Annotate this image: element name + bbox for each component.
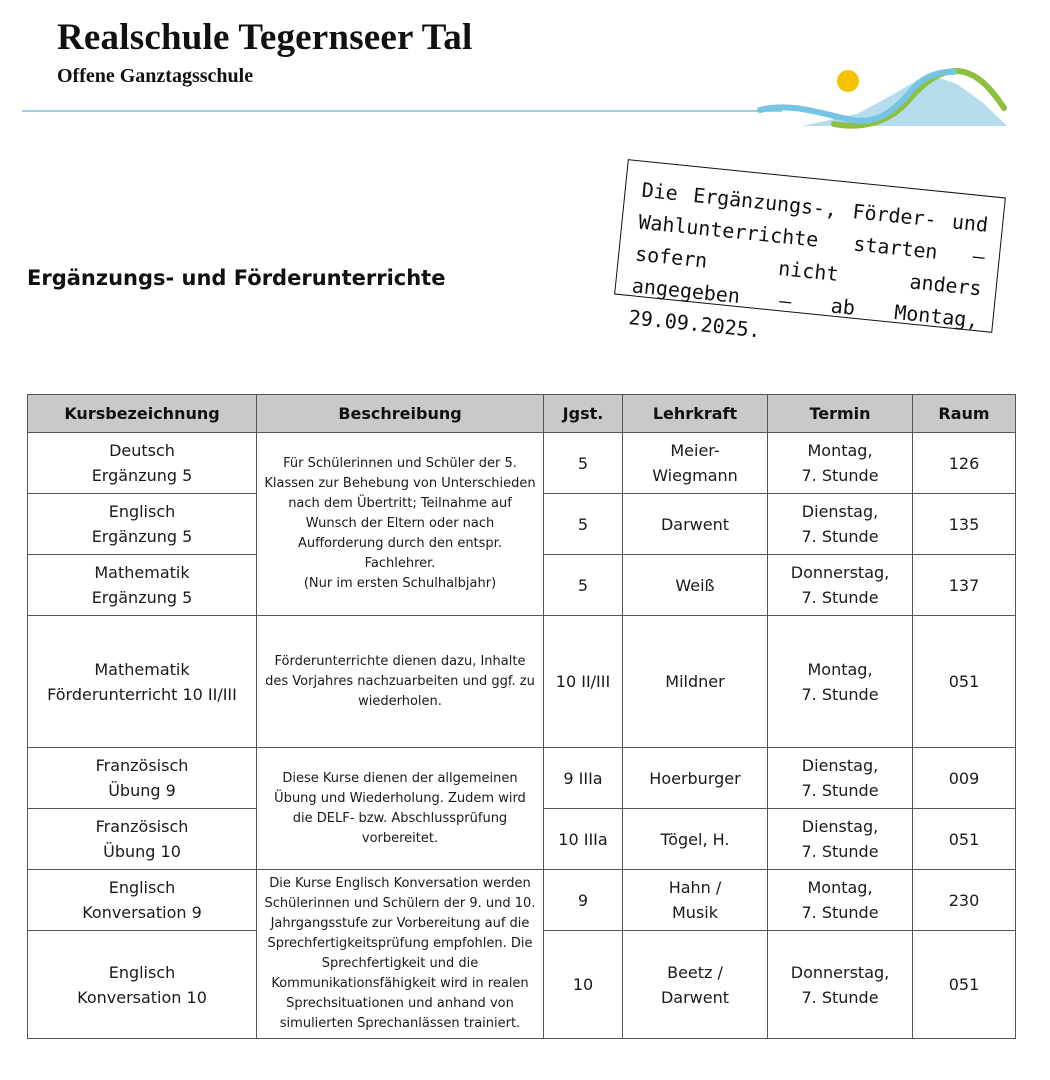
column-header-teacher: Lehrkraft bbox=[623, 395, 768, 433]
grade-level: 9 bbox=[544, 870, 623, 931]
time-slot: Dienstag, 7. Stunde bbox=[768, 748, 913, 809]
time-slot: Montag, 7. Stunde bbox=[768, 433, 913, 494]
table-row bbox=[28, 433, 1016, 494]
table-row bbox=[28, 870, 1016, 931]
time-slot: Montag, 7. Stunde bbox=[768, 616, 913, 748]
teacher: Tögel, H. bbox=[623, 809, 768, 870]
course-name: Deutsch Ergänzung 5 bbox=[28, 433, 257, 494]
column-header-grade: Jgst. bbox=[544, 395, 623, 433]
course-table bbox=[27, 394, 1016, 1039]
time-slot: Donnerstag, 7. Stunde bbox=[768, 555, 913, 616]
room: 126 bbox=[913, 433, 1016, 494]
teacher: Hahn / Musik bbox=[623, 870, 768, 931]
grade-level: 5 bbox=[544, 494, 623, 555]
course-description: Diese Kurse dienen der allgemeinen Übung und Wiederholung. Zudem wird die DELF- bzw. Abschlussprüfung vorbereitet. bbox=[257, 748, 544, 870]
teacher: Weiß bbox=[623, 555, 768, 616]
course-name: Englisch Konversation 10 bbox=[28, 931, 257, 1039]
time-slot: Donnerstag, 7. Stunde bbox=[768, 931, 913, 1039]
course-description: Für Schülerinnen und Schüler der 5. Klassen zur Behebung von Unterschieden nach dem Übertritt; Teilnahme auf Wunsch der Eltern oder nach Aufforderung durch den entspr. Fachlehrer. (Nur im ersten Schulhalbjahr) bbox=[257, 433, 544, 616]
section-title: Ergänzungs- und Förderunterrichte bbox=[27, 266, 446, 290]
school-logo bbox=[22, 64, 1007, 130]
start-date-note bbox=[614, 159, 1006, 343]
room: 051 bbox=[913, 931, 1016, 1039]
grade-level: 10 II/III bbox=[544, 616, 623, 748]
grade-level: 10 bbox=[544, 931, 623, 1039]
time-slot: Dienstag, 7. Stunde bbox=[768, 809, 913, 870]
table-header-row bbox=[28, 395, 1016, 433]
course-name: Mathematik Förderunterricht 10 II/III bbox=[28, 616, 257, 748]
column-header-description: Beschreibung bbox=[257, 395, 544, 433]
course-description: Die Kurse Englisch Konversation werden Schülerinnen und Schülern der 9. und 10. Jahrgangsstufe zur Vorbereitung auf die Sprechfertigkeitsprüfung empfohlen. Die Sprechfertigkeit und die Kommunikationsfähigkeit wird in realen Sprechsituationen und anhand von simulierten Sprechanlässen trainiert. bbox=[257, 870, 544, 1039]
room: 137 bbox=[913, 555, 1016, 616]
course-name: Englisch Konversation 9 bbox=[28, 870, 257, 931]
grade-level: 5 bbox=[544, 433, 623, 494]
course-name: Mathematik Ergänzung 5 bbox=[28, 555, 257, 616]
room: 051 bbox=[913, 616, 1016, 748]
grade-level: 5 bbox=[544, 555, 623, 616]
teacher: Darwent bbox=[623, 494, 768, 555]
school-name: Realschule Tegernseer Tal bbox=[57, 17, 473, 58]
grade-level: 10 IIIa bbox=[544, 809, 623, 870]
logo-sun bbox=[837, 70, 859, 92]
table-row bbox=[28, 748, 1016, 809]
course-name: Englisch Ergänzung 5 bbox=[28, 494, 257, 555]
teacher: Meier- Wiegmann bbox=[623, 433, 768, 494]
time-slot: Dienstag, 7. Stunde bbox=[768, 494, 913, 555]
column-header-room: Raum bbox=[913, 395, 1016, 433]
column-header-slot: Termin bbox=[768, 395, 913, 433]
table-row bbox=[28, 616, 1016, 748]
time-slot: Montag, 7. Stunde bbox=[768, 870, 913, 931]
room: 009 bbox=[913, 748, 1016, 809]
course-name: Französisch Übung 10 bbox=[28, 809, 257, 870]
note-text: Die Ergänzungs-, Förder- und Wahlunterrichte starten – sofern nicht anders angegeben – ab Montag, 29.09.2025. bbox=[627, 177, 990, 343]
grade-level: 9 IIIa bbox=[544, 748, 623, 809]
school-subtitle: Offene Ganztagsschule bbox=[57, 65, 254, 87]
course-name: Französisch Übung 9 bbox=[28, 748, 257, 809]
teacher: Mildner bbox=[623, 616, 768, 748]
column-header-course: Kursbezeichnung bbox=[28, 395, 257, 433]
course-description: Förderunterrichte dienen dazu, Inhalte des Vorjahres nachzuarbeiten und ggf. zu wiederholen. bbox=[257, 616, 544, 748]
room: 051 bbox=[913, 809, 1016, 870]
teacher: Hoerburger bbox=[623, 748, 768, 809]
teacher: Beetz / Darwent bbox=[623, 931, 768, 1039]
room: 135 bbox=[913, 494, 1016, 555]
room: 230 bbox=[913, 870, 1016, 931]
